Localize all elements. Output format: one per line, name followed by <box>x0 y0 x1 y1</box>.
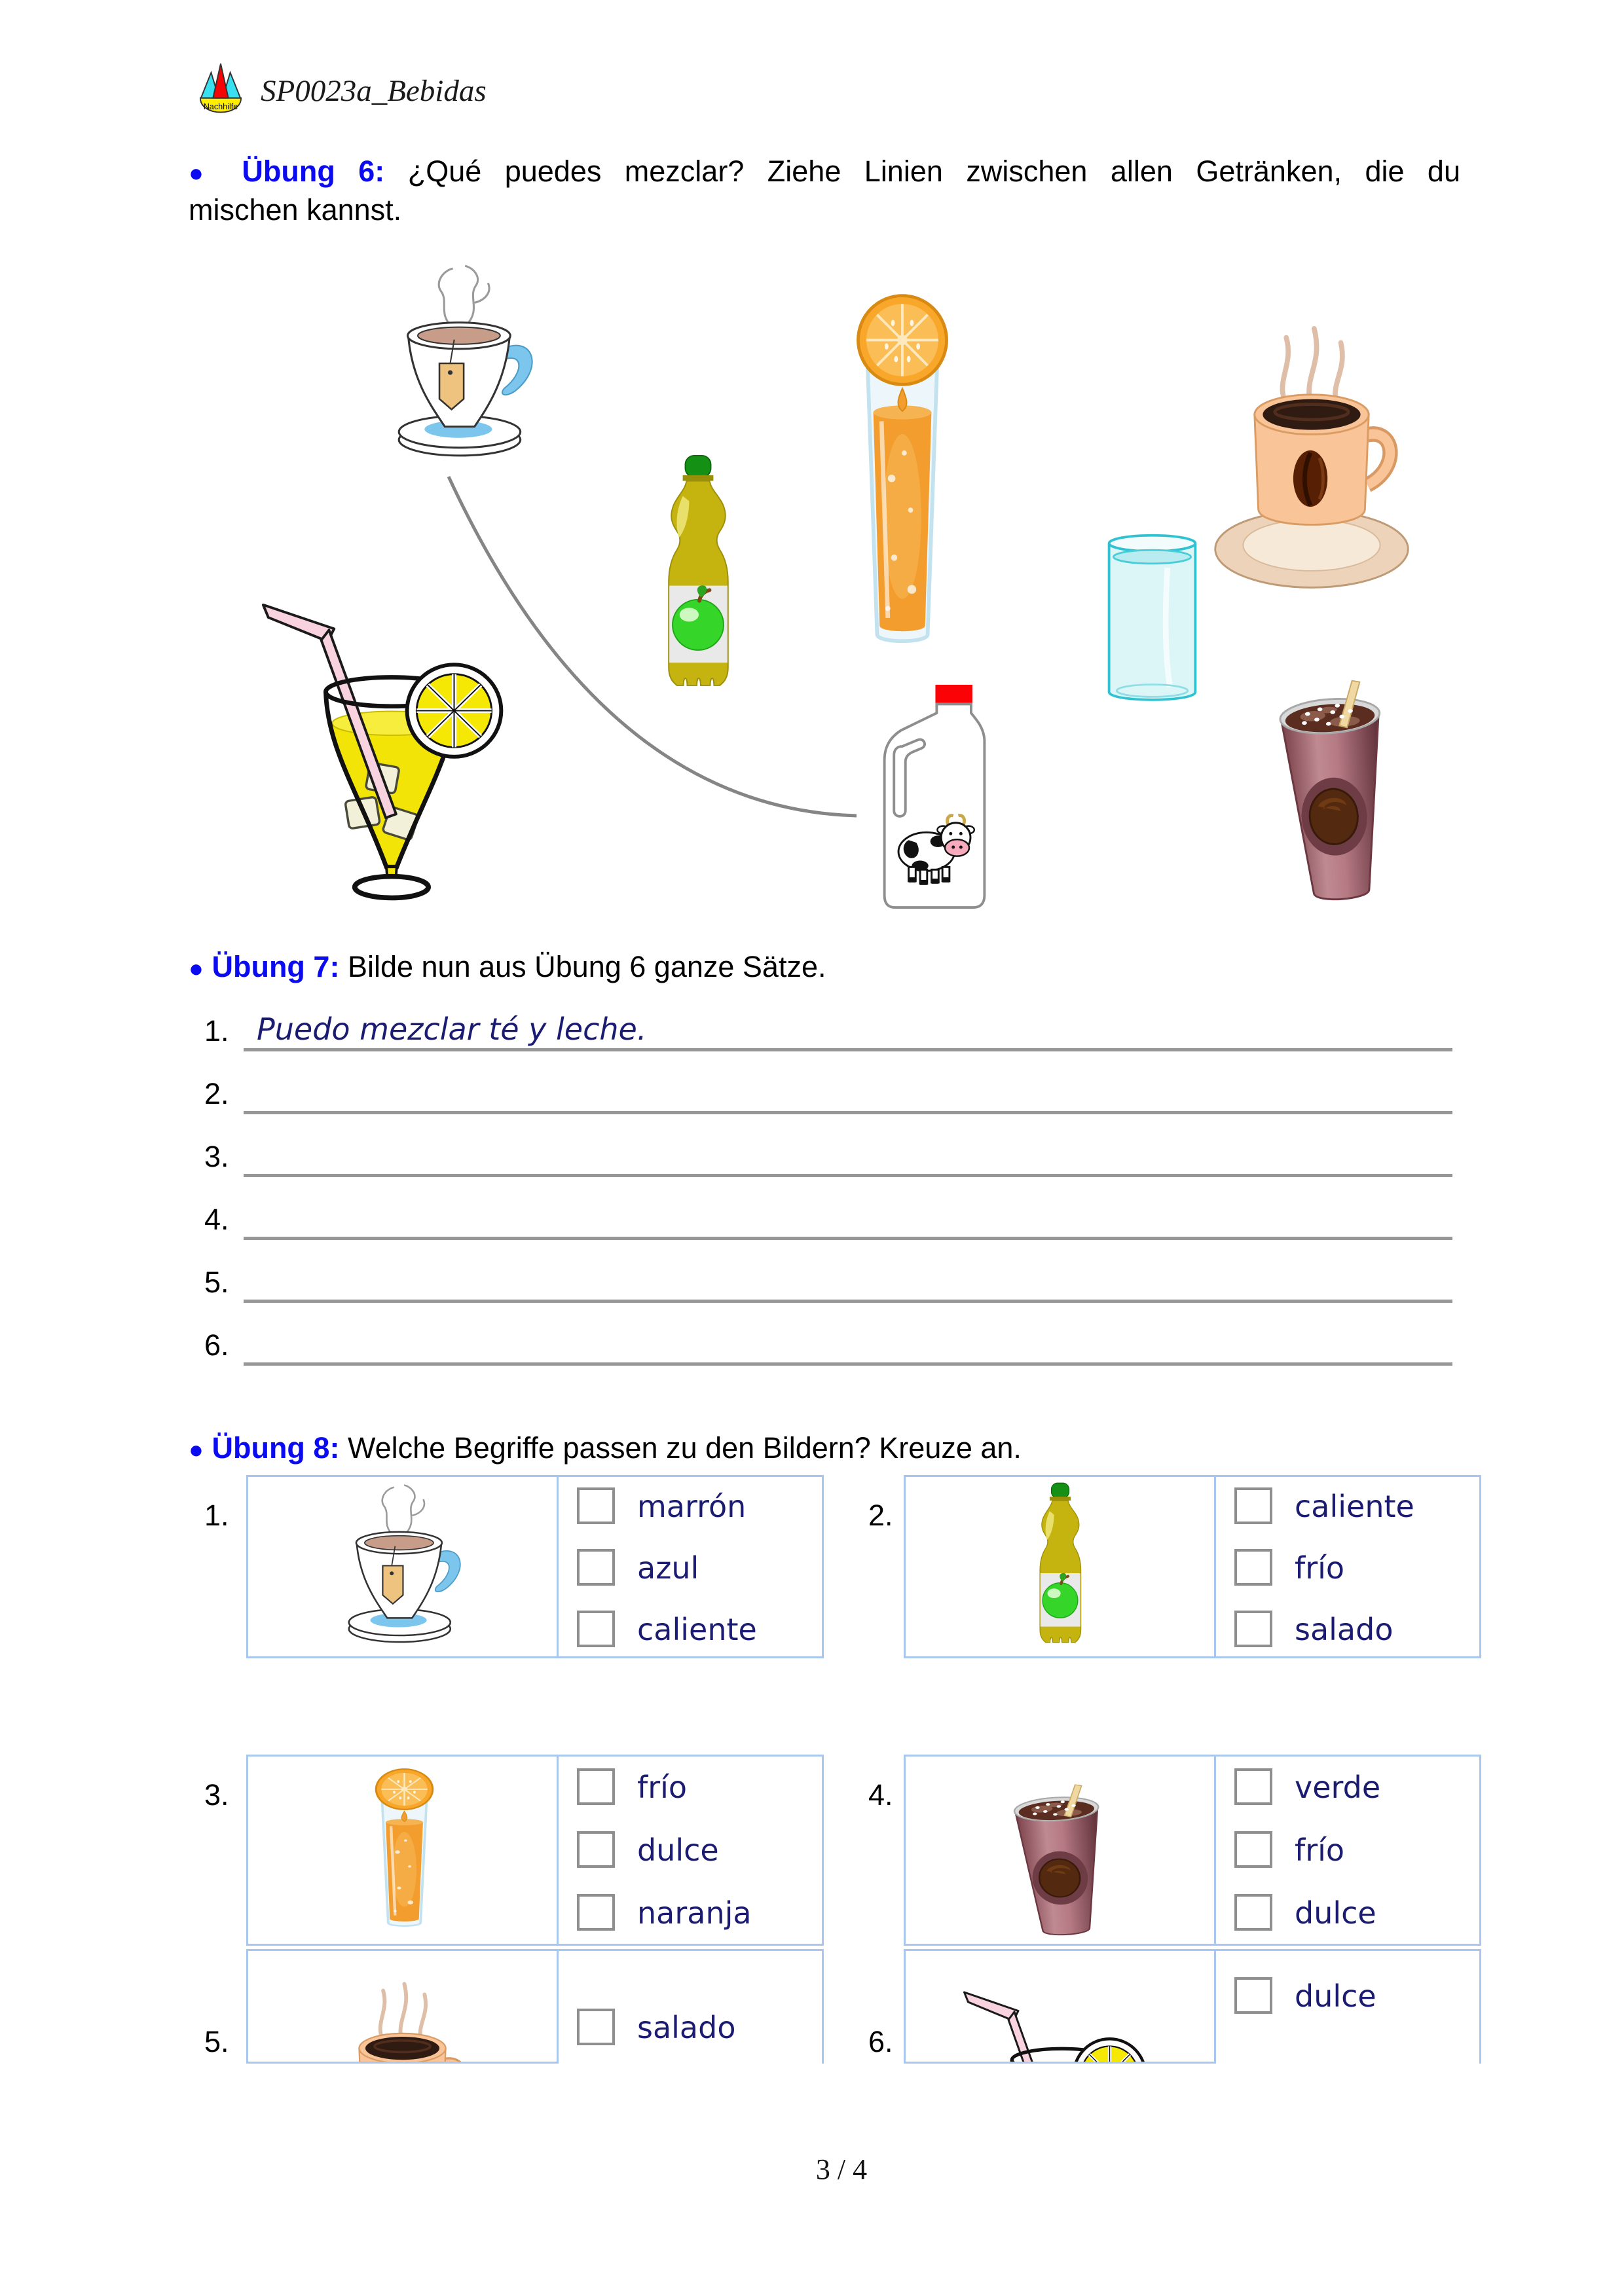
exercise7-instruction: Bilde nun aus Übung 6 ganze Sätze. <box>347 950 826 983</box>
item2-image-cell <box>906 1477 1216 1656</box>
exercise8-heading <box>189 1429 1460 1470</box>
option-label: caliente <box>1295 1489 1414 1524</box>
lemonade-glass-image <box>961 1990 1158 2064</box>
checkbox-naranja[interactable] <box>577 1894 615 1931</box>
svg-text:Nachhilfe: Nachhilfe <box>203 102 238 112</box>
bullet-icon: ● <box>189 1436 204 1464</box>
exercise6-label: Übung 6: <box>242 155 385 188</box>
item5-options-cell <box>559 1951 822 2064</box>
option-label: dulce <box>1295 1978 1376 2014</box>
item-number: 3. <box>204 1778 229 1812</box>
checkbox-marron[interactable] <box>577 1487 615 1524</box>
bullet-icon: ● <box>189 160 219 187</box>
write-line[interactable] <box>244 1174 1452 1177</box>
document-title: SP0023a_Bebidas <box>261 74 487 108</box>
item5-image-cell <box>248 1951 559 2064</box>
write-line[interactable] <box>244 1111 1452 1114</box>
exercise8-instruction: Welche Begriffe passen zu den Bildern? Kreuze an. <box>347 1431 1022 1465</box>
coffee-cup-image[interactable] <box>1210 298 1413 599</box>
option-label: salado <box>637 2010 736 2045</box>
checkbox-frio[interactable] <box>577 1768 615 1805</box>
item3-box <box>246 1755 824 1946</box>
line-number: 4. <box>204 1203 229 1236</box>
nachhilfe-logo-icon <box>198 61 243 118</box>
item5-box <box>246 1949 824 2064</box>
line-number: 6. <box>204 1328 229 1362</box>
option-label: salado <box>1295 1612 1393 1647</box>
item1-image-cell <box>248 1477 559 1656</box>
exercise7-heading <box>189 947 1460 989</box>
item-number: 5. <box>204 2025 229 2058</box>
line-number: 1. <box>204 1014 229 1048</box>
checkbox-dulce[interactable] <box>577 1831 615 1868</box>
water-glass-image[interactable] <box>1101 532 1203 710</box>
orange-juice-glass-image[interactable] <box>849 288 956 656</box>
cola-cup-image <box>1004 1784 1118 1941</box>
cola-cup-image[interactable] <box>1268 680 1403 909</box>
item1-options-cell <box>559 1477 822 1656</box>
checkbox-frio[interactable] <box>1234 1549 1272 1586</box>
option-label: naranja <box>637 1895 752 1931</box>
apple-juice-bottle-image[interactable] <box>650 454 747 702</box>
item-number: 4. <box>868 1778 893 1812</box>
exercise6-heading <box>189 152 1460 193</box>
write-line[interactable] <box>244 1048 1452 1051</box>
write-line[interactable] <box>244 1300 1452 1303</box>
item4-options-cell <box>1216 1757 1479 1944</box>
item2-box <box>904 1475 1481 1658</box>
item-number: 6. <box>868 2025 893 2058</box>
option-label: dulce <box>637 1832 719 1868</box>
write-line[interactable] <box>244 1362 1452 1366</box>
exercise7-label: Übung 7: <box>212 950 340 983</box>
write-line[interactable] <box>244 1237 1452 1240</box>
checkbox-salado[interactable] <box>577 2009 615 2045</box>
checkbox-frio[interactable] <box>1234 1831 1272 1868</box>
option-label: verde <box>1295 1770 1381 1805</box>
item6-image-cell <box>906 1951 1216 2064</box>
tea-cup-image <box>327 1483 474 1652</box>
checkbox-azul[interactable] <box>577 1549 615 1586</box>
item3-options-cell <box>559 1757 822 1944</box>
apple-juice-bottle-image <box>1027 1482 1094 1654</box>
lemonade-glass-image[interactable] <box>259 602 517 905</box>
item2-options-cell <box>1216 1477 1479 1656</box>
exercise8-label: Übung 8: <box>212 1431 340 1465</box>
checkbox-verde[interactable] <box>1234 1768 1272 1805</box>
option-label: frío <box>637 1770 688 1805</box>
option-label: dulce <box>1295 1895 1376 1931</box>
item-number: 2. <box>868 1499 893 1532</box>
item3-image-cell <box>248 1757 559 1944</box>
line-number: 2. <box>204 1077 229 1110</box>
item4-image-cell <box>906 1757 1216 1944</box>
bullet-icon: ● <box>189 955 204 983</box>
option-label: frío <box>1295 1550 1345 1586</box>
page-number: 3 / 4 <box>815 2153 868 2185</box>
option-label: azul <box>637 1550 699 1586</box>
checkbox-salado[interactable] <box>1234 1611 1272 1647</box>
line-number: 3. <box>204 1140 229 1173</box>
item6-box <box>904 1949 1481 2064</box>
option-label: frío <box>1295 1832 1345 1868</box>
option-label: marrón <box>637 1489 747 1524</box>
milk-jug-image[interactable] <box>876 683 993 911</box>
checkbox-caliente[interactable] <box>1234 1487 1272 1524</box>
item6-options-cell <box>1216 1951 1479 2064</box>
item1-box <box>246 1475 824 1658</box>
checkbox-dulce[interactable] <box>1234 1977 1272 2014</box>
tea-cup-image[interactable] <box>373 263 549 467</box>
checkbox-caliente[interactable] <box>577 1611 615 1647</box>
line-number: 5. <box>204 1266 229 1299</box>
checkbox-dulce[interactable] <box>1234 1894 1272 1931</box>
coffee-cup-image <box>325 1961 479 2064</box>
exercise6-instruction-line1: ¿Qué puedes mezclar? Ziehe Linien zwischen allen Getränken, die du <box>407 155 1460 188</box>
answer-text: Puedo mezclar té y leche. <box>257 1011 647 1047</box>
item-number: 1. <box>204 1499 229 1532</box>
orange-juice-glass-image <box>370 1766 439 1933</box>
item4-box <box>904 1755 1481 1946</box>
option-label: caliente <box>637 1612 757 1647</box>
exercise6-instruction-line2: mischen kannst. <box>189 193 402 227</box>
